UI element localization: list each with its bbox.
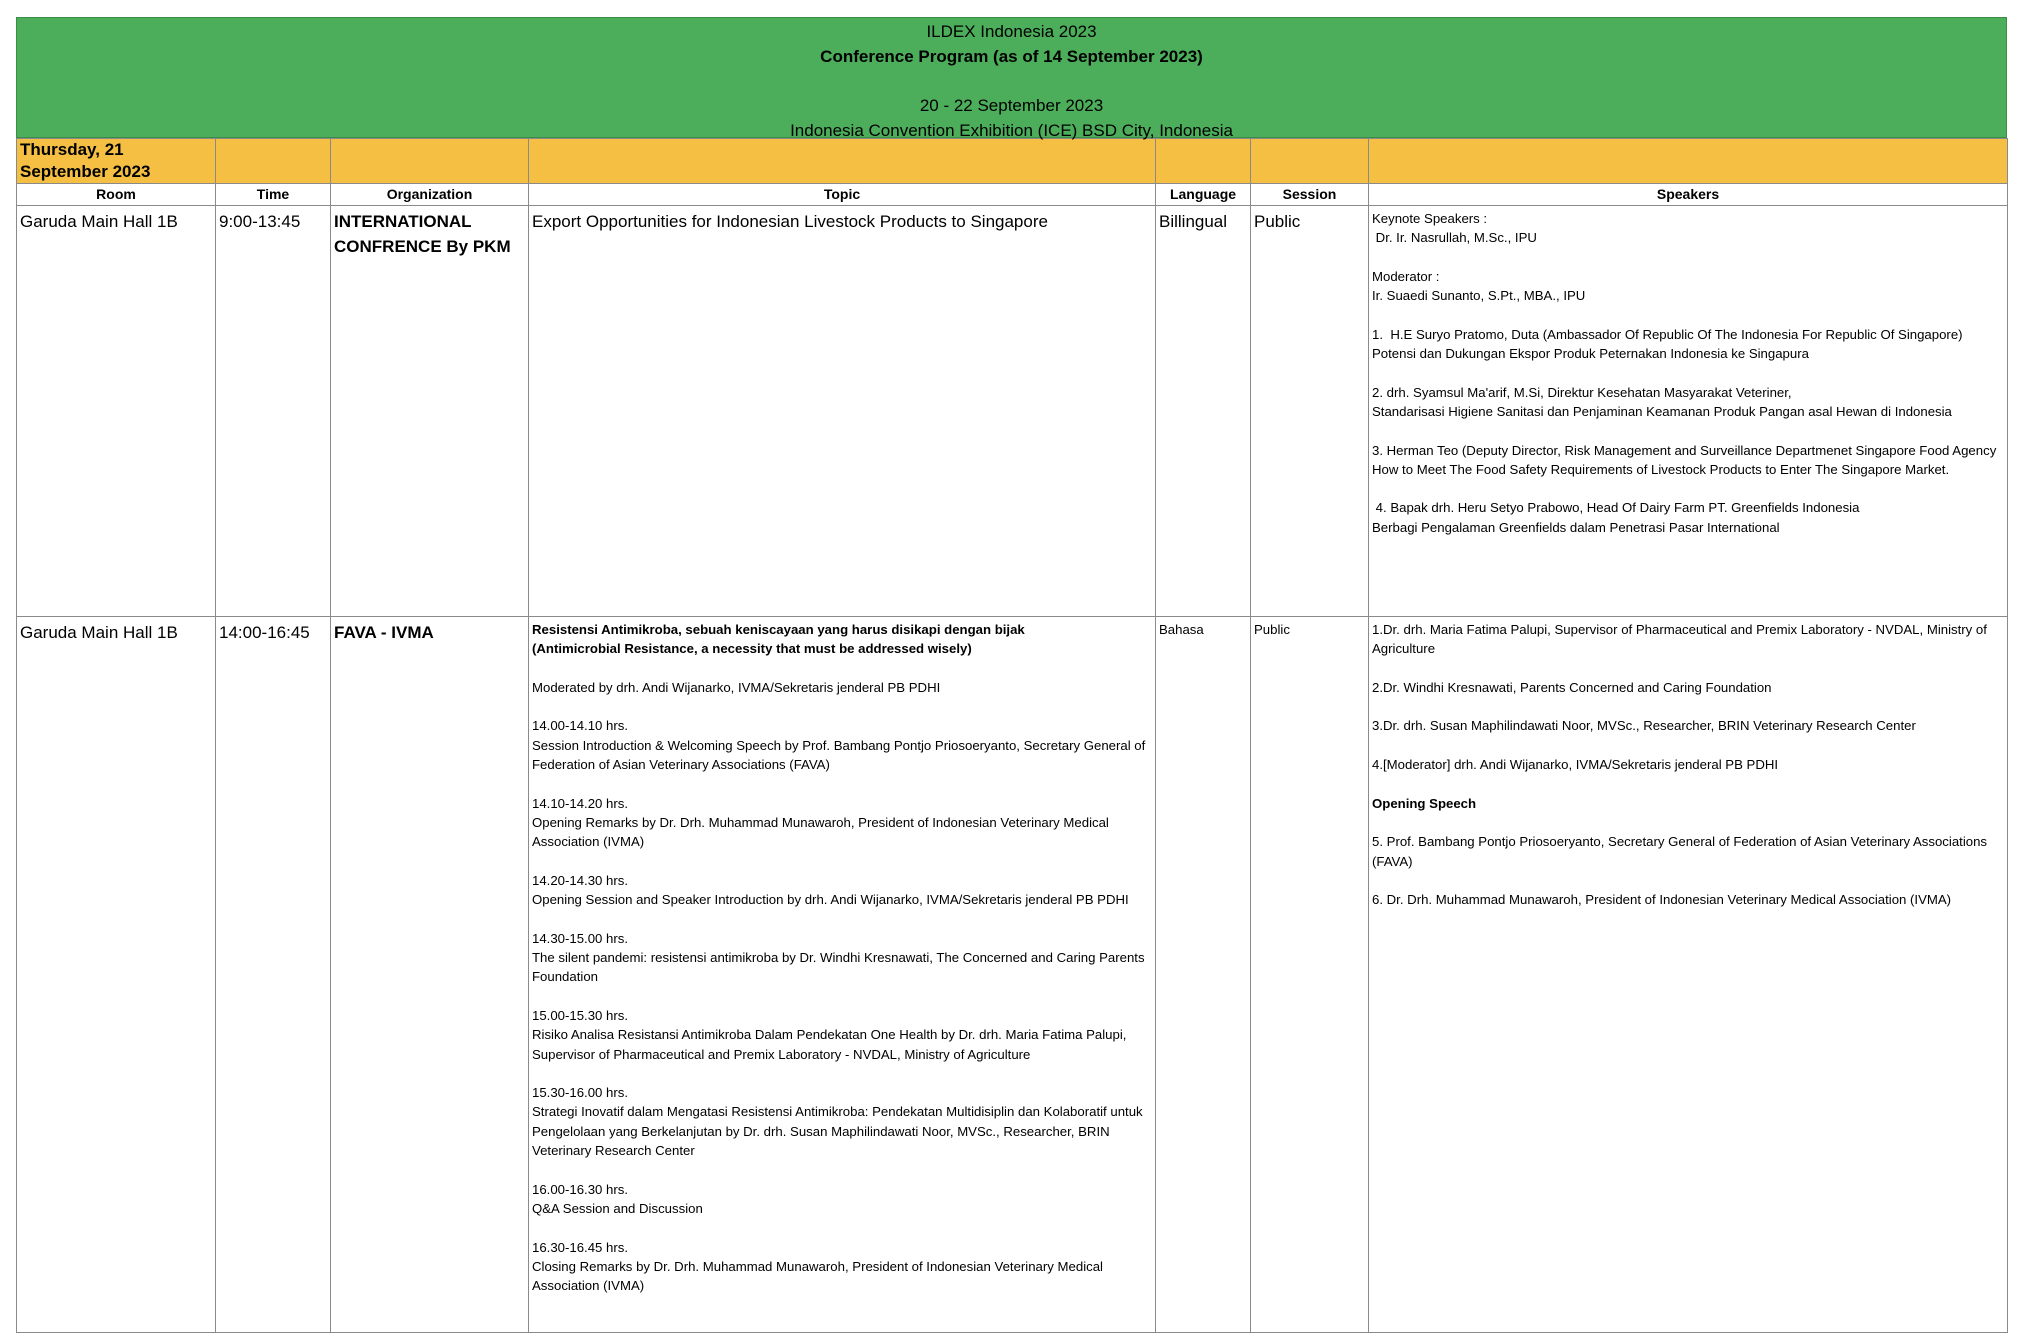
column-header-speakers[interactable]: Speakers [1369, 184, 2008, 206]
column-header-session[interactable]: Session [1251, 184, 1369, 206]
topic-cell[interactable]: Export Opportunities for Indonesian Livestock Products to Singapore [529, 206, 1156, 617]
topic-title: Resistensi Antimikroba, sebuah keniscayaan yang harus disikapi dengan bijak (Antimicrobial Resistance, a necessity that must be addressed wisely) [532, 622, 1025, 657]
language-cell[interactable]: Bahasa [1156, 617, 1251, 1333]
column-header-topic[interactable]: Topic [529, 184, 1156, 206]
spreadsheet [16, 17, 2007, 1333]
program-banner [16, 17, 2007, 138]
organization-cell[interactable]: INTERNATIONAL CONFRENCE By PKM [331, 206, 529, 617]
empty-cell[interactable] [216, 139, 331, 184]
event-dates: 20 - 22 September 2023 [919, 96, 1104, 115]
empty-cell[interactable] [331, 139, 529, 184]
event-name: ILDEX Indonesia 2023 [926, 22, 1097, 41]
empty-cell[interactable] [1369, 139, 2008, 184]
empty-cell[interactable] [529, 139, 1156, 184]
day-row [17, 139, 2008, 184]
speakers-list: 1.Dr. drh. Maria Fatima Palupi, Supervisor of Pharmaceutical and Premix Laboratory - NVDAL, Ministry of Agriculture 2.Dr. Windhi Kresnawati, Parents Concerned and Caring Foundation 3.Dr. drh. Susan Maphilindawati Noor, MVSc., Researcher, BRIN Veterinary Research Center 4.[Moderator] drh. Andi Wijanarko, IVMA/Sekretaris jenderal PB PDHI [1372, 622, 1987, 773]
topic-agenda: Moderated by drh. Andi Wijanarko, IVMA/Sekretaris jenderal PB PDHI 14.00-14.10 hrs. Session Introduction & Welcoming Speech by Prof. Bambang Pontjo Priosoeryanto, Secretary General of Federation of Asian Veterinary Associations (FAVA) 14.10-14.20 hrs. Opening Remarks by Dr. Drh. Muhammad Munawaroh, President of Indonesian Veterinary Medical Association (IVMA) 14.20-14.30 hrs. Opening Session and Speaker Introduction by drh. Andi Wijanarko, IVMA/Sekretaris jenderal PB PDHI 14.30-15.00 hrs. The silent pandemi: resistensi antimikroba by Dr. Windhi Kresnawati, The Concerned and Caring Parents Foundation 15.00-15.30 hrs. Risiko Analisa Resistansi Antimikroba Dalam Pendekatan One Health by Dr. drh. Maria Fatima Palupi, Supervisor of Pharmaceutical and Premix Laboratory - NVDAL, Ministry of Agriculture 15.30-16.00 hrs. Strategi Inovatif dalam Mengatasi Resistensi Antimikroba: Pendekatan Multidisiplin dan Kolaboratif untuk Pengelolaan yang Berkelanjutan by Dr. drh. Susan Maphilindawati Noor, MVSc., Researcher, BRIN Veterinary Research Center 16.00-16.30 hrs. Q&A Session and Discussion 16.30-16.45 hrs. Closing Remarks by Dr. Drh. Muhammad Munawaroh, President of Indonesian Veterinary Medical Association (IVMA) [532, 679, 1146, 1294]
column-header-language[interactable]: Language [1156, 184, 1251, 206]
room-cell[interactable]: Garuda Main Hall 1B [17, 617, 216, 1333]
empty-cell[interactable] [1251, 139, 1369, 184]
language-cell[interactable]: Billingual [1156, 206, 1251, 617]
opening-speakers-list: 5. Prof. Bambang Pontjo Priosoeryanto, Secretary General of Federation of Asian Veterinary Associations (FAVA) 6. Dr. Drh. Muhammad Munawaroh, President of Indonesian Veterinary Medical Association (IVMA) [1372, 834, 1988, 908]
empty-cell[interactable] [1156, 139, 1251, 184]
header-row [17, 184, 2008, 206]
column-header-room[interactable]: Room [17, 184, 216, 206]
speakers-cell[interactable]: Keynote Speakers : Dr. Ir. Nasrullah, M.Sc., IPU Moderator : Ir. Suaedi Sunanto, S.Pt., MBA., IPU 1. H.E Suryo Pratomo, Duta (Ambassador Of Republic Of The Indonesia For Republic Of Singapore) Potensi dan Dukungan Ekspor Produk Peternakan Indonesia ke Singapura 2. drh. Syamsul Ma'arif, M.Si, Direktur Kesehatan Masyarakat Veteriner, Standarisasi Higiene Sanitasi dan Penjaminan Keamanan Produk Pangan asal Hewan di Indonesia 3. Herman Teo (Deputy Director, Risk Management and Surveillance Departmenet Singapore Food Agency How to Meet The Food Safety Requirements of Livestock Products to Enter The Singapore Market. 4. Bapak drh. Heru Setyo Prabowo, Head Of Dairy Farm PT. Greenfields Indonesia Berbagi Pengalaman Greenfields dalam Penetrasi Pasar International [1369, 206, 2008, 617]
topic-cell[interactable] [529, 617, 1156, 1333]
session-cell[interactable]: Public [1251, 617, 1369, 1333]
session-cell[interactable]: Public [1251, 206, 1369, 617]
schedule-table [16, 138, 2008, 1333]
organization-cell[interactable]: FAVA - IVMA [331, 617, 529, 1333]
table-row [17, 617, 2008, 1333]
column-header-time[interactable]: Time [216, 184, 331, 206]
time-cell[interactable]: 14:00-16:45 [216, 617, 331, 1333]
time-cell[interactable]: 9:00-13:45 [216, 206, 331, 617]
table-row [17, 206, 2008, 617]
speakers-cell[interactable] [1369, 617, 2008, 1333]
opening-speech-heading: Opening Speech [1372, 795, 1477, 811]
event-venue: Indonesia Convention Exhibition (ICE) BSD City, Indonesia [790, 121, 1233, 140]
day-label[interactable]: Thursday, 21 September 2023 [17, 139, 216, 184]
column-header-organization[interactable]: Organization [331, 184, 529, 206]
room-cell[interactable]: Garuda Main Hall 1B [17, 206, 216, 617]
program-title: Conference Program (as of 14 September 2023) [820, 47, 1203, 66]
